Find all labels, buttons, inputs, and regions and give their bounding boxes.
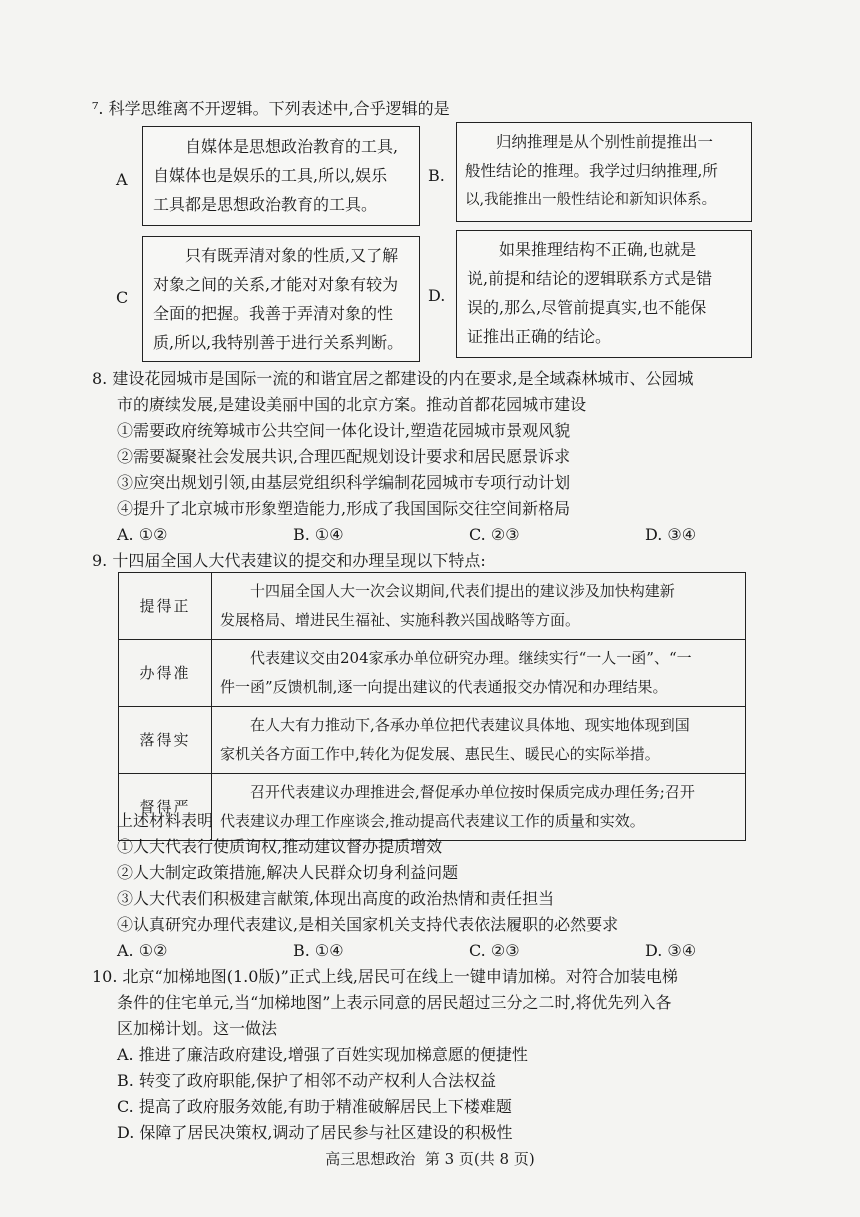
q7-option-c-box [142,236,420,362]
q7-option-a-line: 自媒体是思想政治教育的工具, [185,137,399,156]
q7-option-c-line: 只有既弄清对象的性质,又了解 [185,246,399,265]
q8-stem-line: 8. 建设花园城市是国际一流的和谐宜居之都建设的内在要求,是全域森林城市、公园城 [92,369,694,388]
table-row-head: 督得严 [119,774,212,841]
q10-stem-line: 10. 北京“加梯地图(1.0版)”正式上线,居民可在线上一键申请加梯。对符合加装电梯 [92,967,678,986]
table-row-body [212,707,746,774]
q9-lead: 上述材料表明 [117,811,214,830]
table-row-line: 在人大有力推动下,各承办单位把代表建议具体地、现实地体现到国 [250,716,690,734]
q7-option-d-line: 说,前提和结论的逻辑联系方式是错 [467,269,713,288]
q9-choice-a[interactable]: A. ①② [117,941,168,960]
q7-option-c-line: 全面的把握。我善于弄清对象的性 [153,304,394,323]
table-row-head: 落得实 [119,707,212,774]
table-row-line: 发展格局、增进民生福祉、实施科教兴国战略等方面。 [220,611,581,629]
q8-stem-line: 市的赓续发展,是建设美丽中国的北京方案。推动首都花园城市建设 [117,395,587,414]
q8-item: ②需要凝聚社会发展共识,合理匹配规划设计要求和居民愿景诉求 [117,447,571,466]
q8-choice-c[interactable]: C. ②③ [469,525,520,544]
table-row-line: 家机关各方面工作中,转化为促发展、惠民生、暖民心的实际举措。 [220,745,660,763]
q7-option-d-line: 如果推理结构不正确,也就是 [499,240,697,259]
table-row-line: 代表建议交由204家承办单位研究办理。继续实行“一人一函”、“一 [250,649,692,667]
q10-option-a[interactable]: A. 推进了廉洁政府建设,增强了百姓实现加梯意愿的便捷性 [117,1045,528,1064]
q7-stem: ⁷. 科学思维离不开逻辑。下列表述中,合乎逻辑的是 [92,99,450,118]
q7-option-d-line: 误的,那么,尽管前提真实,也不能保 [467,298,707,317]
q7-option-d-box [456,230,752,358]
q7-option-b-line: 以,我能推出一般性结论和新知识体系。 [465,192,717,208]
q8-item: ③应突出规划引领,由基层党组织科学编制花园城市专项行动计划 [117,473,571,492]
q10-stem-line: 条件的住宅单元,当“加梯地图”上表示同意的居民超过三分之二时,将优先列入各 [117,993,672,1012]
q7-option-c-line: 对象之间的关系,才能对对象有较为 [153,275,399,294]
q9-item: ④认真研究办理代表建议,是相关国家机关支持代表依法履职的必然要求 [117,915,619,934]
q9-choice-c[interactable]: C. ②③ [469,941,520,960]
q8-choice-d[interactable]: D. ③④ [645,525,697,544]
table-row [119,707,746,774]
table-row-head: 办得准 [119,640,212,707]
q10-option-d[interactable]: D. 保障了居民决策权,调动了居民参与社区建设的积极性 [117,1123,513,1142]
q7-option-d-letter: D. [428,286,446,305]
q10-option-b[interactable]: B. 转变了政府职能,保护了相邻不动产权利人合法权益 [117,1071,497,1090]
page-footer: 高三思想政治 第 3 页(共 8 页) [325,1150,535,1168]
q7-option-d-line: 证推出正确的结论。 [467,327,612,346]
table-row-body [212,573,746,640]
q9-choices [117,938,821,964]
q8-choices [117,522,821,548]
table-row-line: 召开代表建议办理推进会,督促承办单位按时保质完成办理任务;召开 [250,783,695,801]
q8-item: ④提升了北京城市形象塑造能力,形成了我国国际交往空间新格局 [117,499,571,518]
q7-option-c-letter: C [116,288,129,307]
q9-feature-table [118,572,746,841]
q8-choice-b[interactable]: B. ①④ [293,525,344,544]
q8-choice-a[interactable]: A. ①② [117,525,168,544]
q7-option-a-line: 自媒体也是娱乐的工具,所以,娱乐 [153,166,388,185]
q9-item: ②人大制定政策措施,解决人民群众切身利益问题 [117,863,459,882]
q9-choice-d[interactable]: D. ③④ [645,941,697,960]
q7-option-b-box [456,122,752,222]
q7-option-b-letter: B. [428,166,445,185]
q10-option-c[interactable]: C. 提高了政府服务效能,有助于精准破解居民上下楼难题 [117,1097,512,1116]
q7-option-c-line: 质,所以,我特别善于进行关系判断。 [153,333,404,352]
q7-option-a-letter: A [116,170,128,189]
q9-stem: 9. 十四届全国人大代表建议的提交和办理呈现以下特点: [92,551,486,570]
q10-stem-line: 区加梯计划。这一做法 [117,1019,278,1038]
table-row-head: 提得正 [119,573,212,640]
q7-option-a-line: 工具都是思想政治教育的工具。 [153,195,378,214]
table-row-line: 十四届全国人大一次会议期间,代表们提出的建议涉及加快构建新 [250,582,675,600]
table-row [119,640,746,707]
q7-option-b-line: 归纳推理是从个别性前提推出一 [496,133,714,151]
q8-item: ①需要政府统筹城市公共空间一体化设计,塑造花园城市景观风貌 [117,421,571,440]
q7-option-a-box [142,126,420,226]
table-row-body [212,640,746,707]
q9-item: ③人大代表们积极建言献策,体现出高度的政治热情和责任担当 [117,889,555,908]
q9-choice-b[interactable]: B. ①④ [293,941,344,960]
q9-item: ①人大代表行使质询权,推动建议督办提质增效 [117,837,443,856]
table-row-body [212,774,746,841]
q7-option-b-line: 般性结论的推理。我学过归纳推理,所 [465,162,718,180]
table-row-line: 件一函”反馈机制,逐一向提出建议的代表通报交办情况和办理结果。 [220,678,668,696]
table-row-line: 代表建议办理工作座谈会,推动提高代表建议工作的质量和实效。 [220,812,645,830]
table-row [119,573,746,640]
